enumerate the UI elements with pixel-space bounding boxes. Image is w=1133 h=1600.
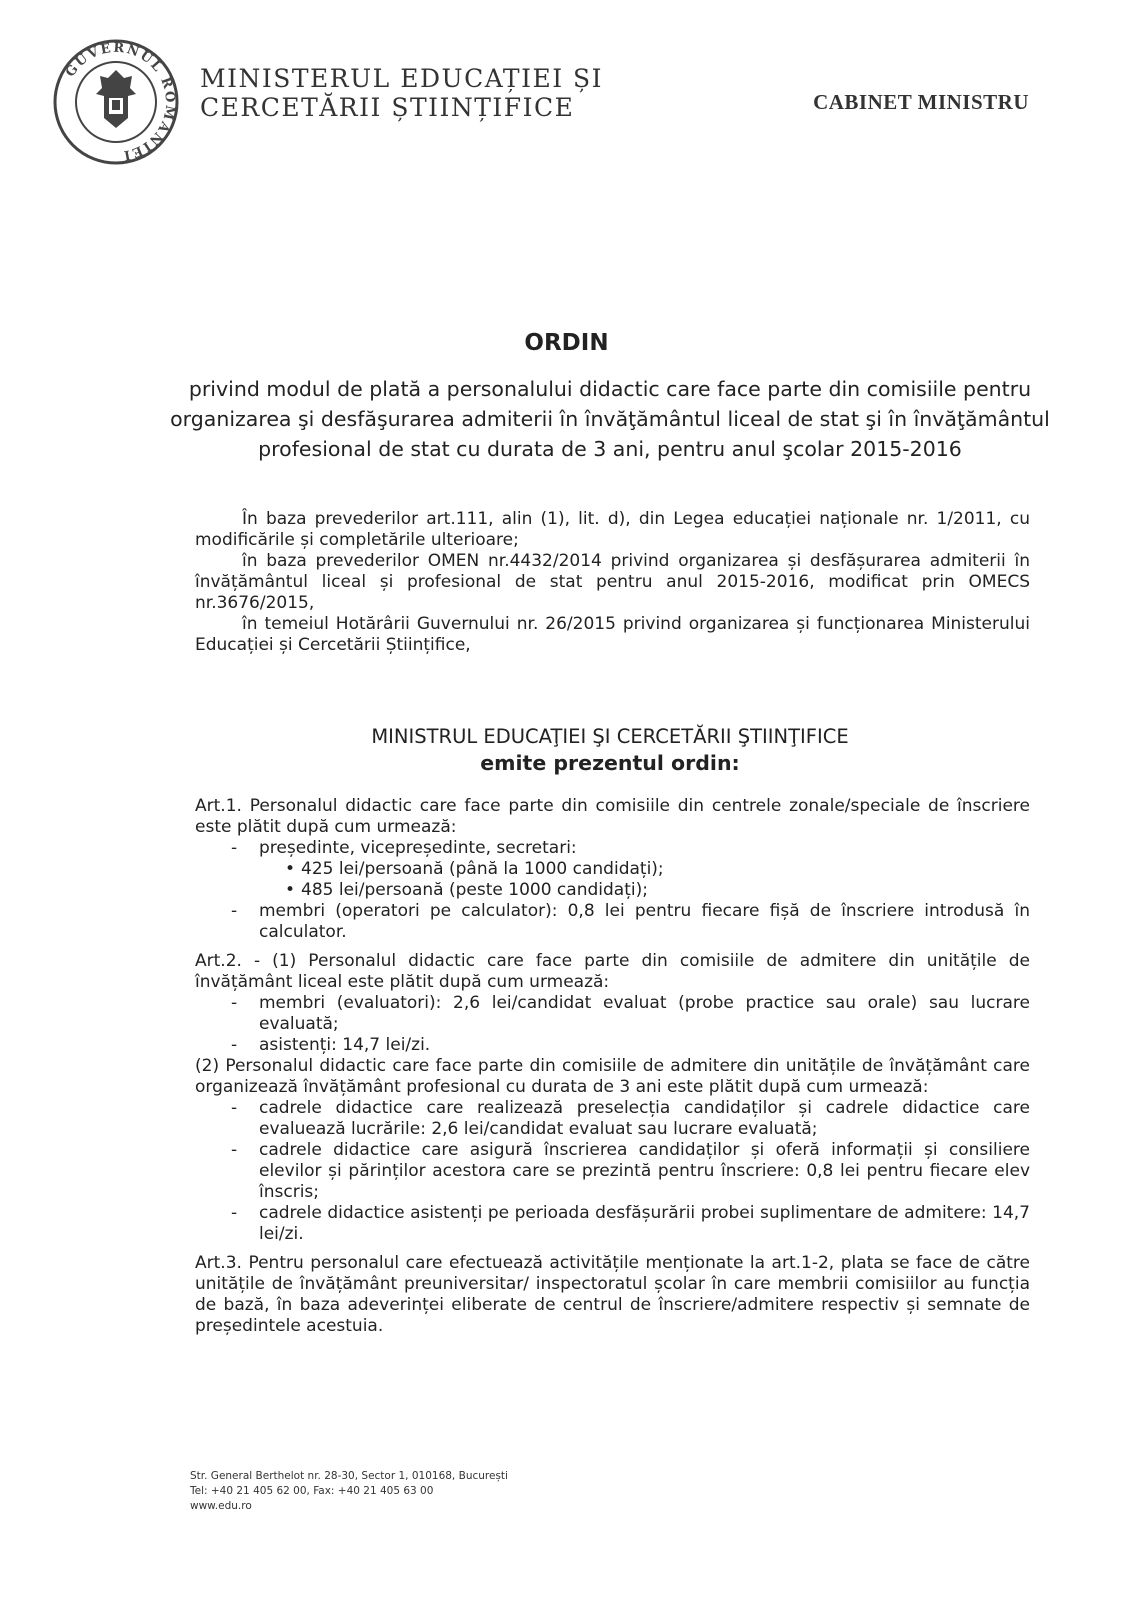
article-2-item-3: cadrele didactice care realizează preselecția candidaților și cadrele didactice care evaluează lucrările: 2,6 lei/candidat evaluat sau lucrare evaluată; (259, 1098, 1030, 1139)
article-1-text: Personalul didactic care face parte din comisiile din centrele zonale/speciale de înscriere este plătit după cum urmează: (195, 796, 1031, 837)
seal-text: GUVERNUL ROMÂNIEI (62, 40, 178, 163)
article-2-item-2: asistenți: 14,7 lei/zi. (259, 1035, 431, 1055)
list-item (195, 1140, 1030, 1203)
emits-line: emite prezentul ordin: (480, 751, 740, 775)
list-item (195, 880, 1030, 901)
article-1-label: Art.1. (195, 796, 242, 816)
article-3-text-block (195, 1253, 1030, 1337)
article-3-label: Art.3. (195, 1253, 242, 1273)
dash-marker: - (231, 993, 238, 1013)
preamble-paragraph-3: în temeiul Hotărârii Guvernului nr. 26/2015 privind organizarea și funcționarea Ministerului Educației și Cercetării Științifice, (195, 614, 1030, 655)
footer-address: Str. General Berthelot nr. 28-30, Sector 1, 010168, București (190, 1470, 508, 1482)
article-1-bullet-1: 425 lei/persoană (până la 1000 candidați); (301, 859, 664, 879)
dash-marker: - (231, 901, 238, 921)
list-item (195, 901, 1030, 943)
list-item (195, 838, 1030, 859)
footer (190, 1469, 508, 1514)
list-item (195, 993, 1030, 1035)
list-item (195, 1035, 1030, 1056)
dash-marker: - (231, 1035, 238, 1055)
preamble-paragraph-1: În baza prevederilor art.111, alin (1), lit. d), din Legea educației naționale nr. 1/2011, cu modificările și completările ulterioare; (195, 509, 1030, 550)
bullet-marker: • (285, 880, 296, 900)
coat-of-arms-icon (96, 70, 136, 128)
article-2-paragraph-2: (2) Personalul didactic care face parte din comisiile de admitere din unitățile de învățământ care organizează învățământ profesional cu durata de 3 ani este plătit după cum urmează: (195, 1056, 1030, 1097)
document-title: ORDIN (524, 330, 609, 356)
preamble (195, 509, 1030, 656)
preamble-paragraph-2: în baza prevederilor OMEN nr.4432/2014 privind organizarea și desfășurarea admiterii în învățământul liceal și profesional de stat pentru anul 2015-2016, modificat prin OMECS nr.3676/2015, (195, 551, 1030, 613)
minister-heading (150, 724, 1070, 777)
minister-line: MINISTRUL EDUCAŢIEI ŞI CERCETĂRII ŞTIINŢIFICE (371, 725, 849, 748)
article-2-item-4: cadrele didactice care asigură înscrierea candidaților și oferă informații și consiliere elevilor și părinților acestora care se prezintă pentru înscriere: 0,8 lei pentru fiecare elev înscris; (259, 1140, 1030, 1202)
dash-marker: - (231, 1203, 238, 1223)
ministry-name (200, 64, 603, 122)
dash-marker: - (231, 838, 238, 858)
list-item (195, 1098, 1030, 1140)
article-1-item-1: președinte, vicepreședinte, secretari: (259, 838, 577, 858)
cabinet-label: CABINET MINISTRU (813, 90, 1029, 114)
dash-marker: - (231, 1140, 238, 1160)
article-1-bullet-2: 485 lei/persoană (peste 1000 candidați); (301, 880, 648, 900)
article-1-intro (195, 796, 1030, 838)
bullet-marker: • (285, 859, 296, 879)
article-1 (195, 796, 1030, 943)
government-seal (52, 38, 180, 166)
article-2-item-1: membri (evaluatori): 2,6 lei/candidat evaluat (probe practice sau orale) sau lucrare evaluată; (259, 993, 1030, 1034)
dash-marker: - (231, 1098, 238, 1118)
ministry-name-line1: MINISTERUL EDUCAȚIEI ȘI (200, 64, 604, 93)
footer-website-link[interactable]: www.edu.ro (190, 1500, 252, 1512)
article-1-item-2: membri (operatori pe calculator): 0,8 lei pentru fiecare fișă de înscriere introdusă în calculator. (259, 901, 1030, 942)
article-2 (195, 951, 1030, 1245)
list-item (195, 1203, 1030, 1245)
article-3-text: Pentru personalul care efectuează activitățile menționate la art.1-2, plata se face de către unitățile de învățământ preuniversitar/ inspectoratul școlar în care membrii comisiilor au funcția de bază, în baza adeverinței eliberate de centrul de înscriere/admitere respectiv și semnate de președintele acestuia. (195, 1253, 1030, 1336)
footer-phone: Tel: +40 21 405 62 00, Fax: +40 21 405 63 00 (190, 1485, 434, 1497)
article-2-label: Art.2. (195, 951, 242, 971)
list-item (195, 859, 1030, 880)
document-subtitle: privind modul de plată a personalului didactic care face parte din comisiile pentru organizarea şi desfăşurarea admiterii în învăţământul liceal de stat şi în învăţământul profesional de stat cu durata de 3 ani, pentru anul şcolar 2015-2016 (170, 377, 1050, 461)
article-3 (195, 1253, 1030, 1337)
articles (195, 796, 1030, 1345)
article-2-text: - (1) Personalul didactic care face parte din comisiile de admitere din unitățile de învățământ liceal este plătit după cum urmează: (195, 951, 1030, 992)
ministry-name-line2: CERCETĂRII ȘTIINȚIFICE (200, 93, 575, 122)
article-2-item-5: cadrele didactice asistenți pe perioada desfășurării probei suplimentare de admitere: 14,7 lei/zi. (259, 1203, 1030, 1244)
article-2-intro (195, 951, 1030, 993)
